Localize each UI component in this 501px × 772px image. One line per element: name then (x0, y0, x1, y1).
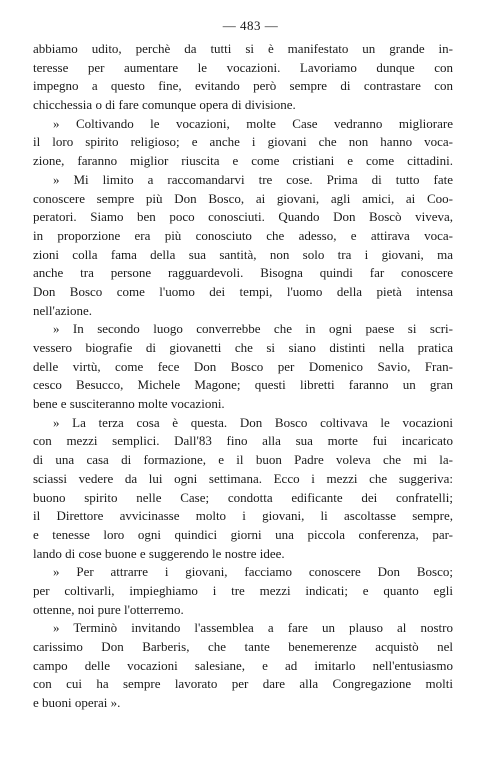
page-number: — 483 — (222, 18, 279, 33)
text-line: abbiamo udito, perchè da tutti si è manifestato un grande in- (33, 41, 453, 56)
text-line: il loro spirito religioso; e anche i giovani che non hanno voca- (33, 134, 453, 150)
paragraph-1 (33, 40, 453, 115)
text-line: cesco Besucco, Michele Magone; questi libretti faranno un gran (33, 377, 453, 393)
text-line: con mezzi semplici. Dall'83 fino alla sua morte fui incaricato (33, 433, 453, 449)
text-line: in proporzione era più conosciuto che adesso, e attirava voca- (33, 227, 453, 243)
text-line: e tenesse loro ogni quindici giorni una piccola conferenza, par- (33, 526, 453, 542)
text-line: e buoni operai ». (33, 695, 121, 711)
text-line: bene e susciteranno molte vocazioni. (33, 396, 225, 412)
text-line: » Mi limito a raccomandarvi tre cose. Prima di tutto fate (53, 171, 453, 187)
text-line: con cui ha sempre lavorato per dare alla Congregazione molti (33, 676, 453, 692)
text-line: zione, faranno miglior riuscita e come cristiani e come cittadini. (33, 153, 453, 169)
text-line: peratori. Siamo ben poco conosciuti. Quando Don Boscò viveva, (33, 209, 453, 225)
text-line: chicchessia o di fare comunque opera di divisione. (33, 97, 296, 113)
paragraph-3 (33, 171, 453, 321)
text-line: impegno a questo fine, evitando però sempre di contrastare con (33, 78, 453, 94)
text-line: ottenne, noi pure l'otterremo. (33, 601, 184, 617)
text-line: zioni colla fama della sua santità, non solo tra i giovani, ma (33, 246, 453, 262)
text-line: » In secondo luogo converrebbe che in ogni paese si scri- (53, 321, 453, 337)
text-line: » La terza cosa è questa. Don Bosco coltivava le vocazioni (53, 414, 453, 430)
text-line: conoscere sempre più Don Bosco, ai giovani, agli amici, ai Coo- (33, 190, 453, 206)
text-line: sciassi vedere da lui ogni settimana. Ecco i mezzi che suggeriva: (33, 470, 453, 486)
text-line: per coltivarli, impieghiamo i tre mezzi indicati; e quanto egli (33, 582, 453, 598)
text-line: » Per attrarre i giovani, facciamo conoscere Don Bosco; (53, 564, 453, 580)
text-line: buono spirito nelle Case; condotta edificante dei confratelli; (33, 489, 453, 505)
text-line: lando di cose buone e suggerendo le nostre idee. (33, 545, 285, 561)
text-line: carissimo Don Barberis, che tante benemerenze acquistò nel (33, 639, 453, 654)
text-line: » Terminò invitando l'assemblea a fare un plauso al nostro (53, 620, 453, 636)
paragraph-4 (33, 320, 453, 413)
paragraph-6 (33, 563, 453, 619)
paragraph-7 (33, 619, 453, 712)
text-line: teresse per aumentare le vocazioni. Lavoriamo dunque con (33, 59, 453, 75)
text-line: nell'azione. (33, 302, 93, 318)
text-line: il Direttore avvicinasse molto i giovani, li ascoltasse sempre, (33, 508, 453, 524)
text-line: vessero biografie di giovanetti che si siano distinti nella pratica (33, 340, 453, 355)
paragraph-2 (33, 115, 453, 171)
text-line: campo delle vocazioni salesiane, e ad imitarlo nell'entusiasmo (33, 657, 453, 673)
text-line: Don Bosco come l'uomo dei tempi, l'uomo della pietà intensa (33, 283, 453, 299)
text-line: » Coltivando le vocazioni, molte Case vedranno migliorare (53, 115, 453, 131)
body-text (33, 40, 453, 713)
paragraph-5 (33, 414, 453, 564)
text-line: di una casa di formazione, e il buon Padre voleva che mi la- (33, 452, 453, 468)
text-line: delle virtù, come fece Don Bosco per Domenico Savio, Fran- (33, 358, 453, 374)
text-line: anche tra persone ragguardevoli. Bisogna quindi far conoscere (33, 265, 453, 281)
